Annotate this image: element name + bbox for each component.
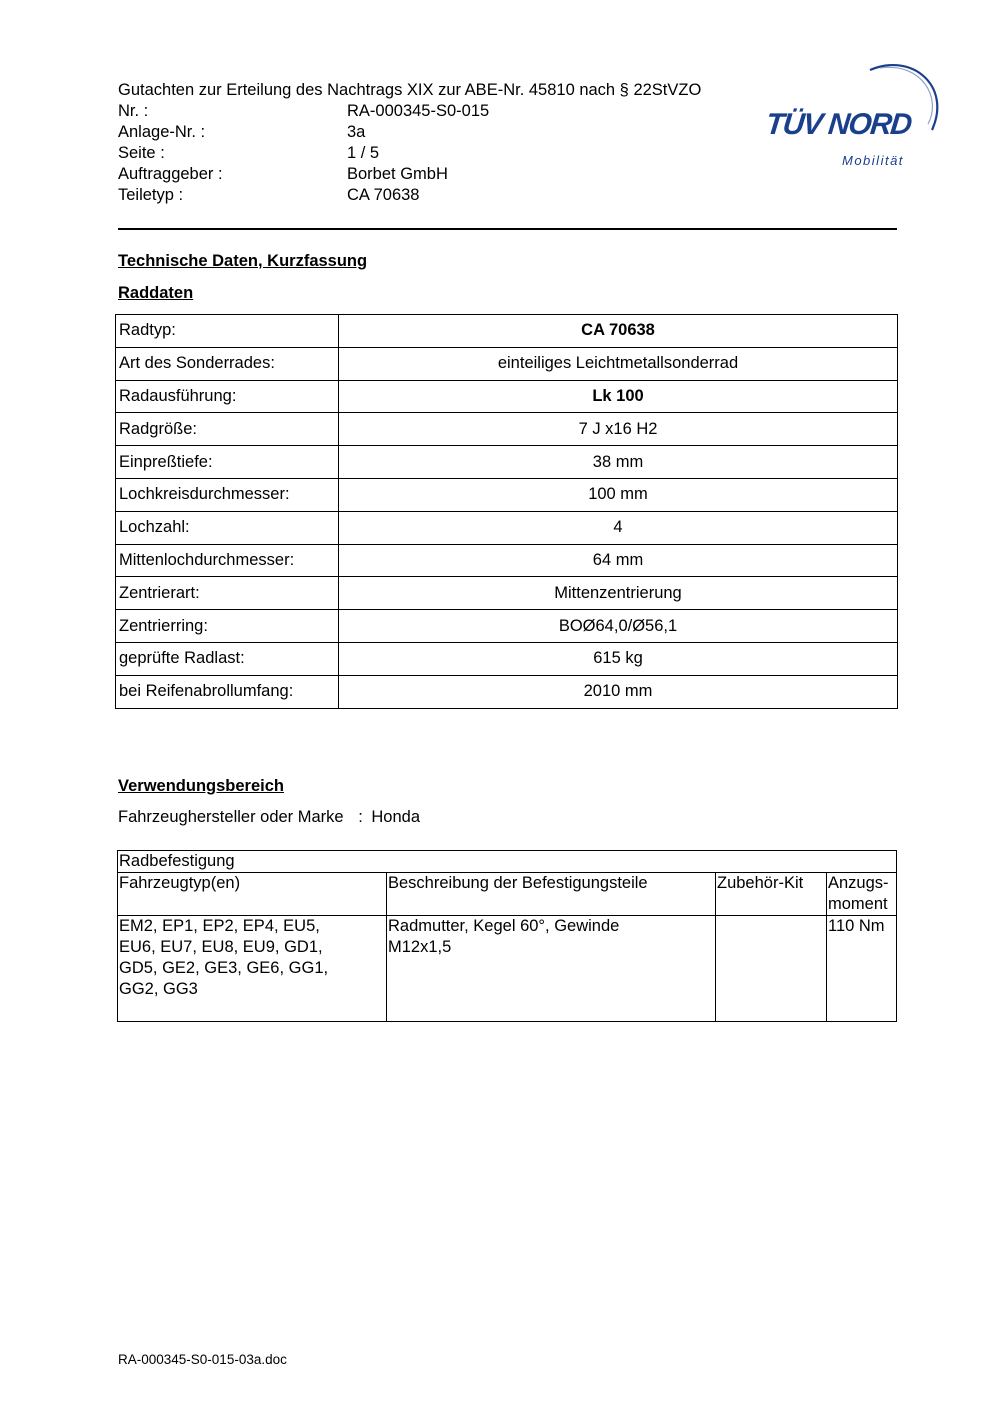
table-header-row <box>118 873 897 916</box>
header-value-anlage: 3a <box>347 123 366 141</box>
header-label-auftraggeber: Auftraggeber : <box>118 165 223 183</box>
row-label: Radgröße: <box>116 413 339 446</box>
cell-zubehoer-kit <box>716 916 827 1022</box>
header-zubehoer-kit: Zubehör-Kit <box>716 873 827 916</box>
row-label: Art des Sonderrades: <box>116 347 339 380</box>
table-row <box>116 675 898 708</box>
section-verwendung-title: Verwendungsbereich <box>118 777 284 795</box>
logo-brand-text: TÜV NORD <box>764 108 913 141</box>
header-value-nr: RA-000345-S0-015 <box>347 102 490 120</box>
cell-fahrzeugtypen: EM2, EP1, EP2, EP4, EU5, EU6, EU7, EU8, EU9, GD1, GD5, GE2, GE3, GE6, GG1, GG2, GG3 <box>118 916 387 1022</box>
row-value: 615 kg <box>339 642 898 675</box>
row-label: bei Reifenabrollumfang: <box>116 675 339 708</box>
header-label-seite: Seite : <box>118 144 165 162</box>
table-row <box>116 544 898 577</box>
table-row <box>116 610 898 643</box>
row-value: einteiliges Leichtmetallsonderrad <box>339 347 898 380</box>
document-title: Gutachten zur Erteilung des Nachtrags XIX zur ABE-Nr. 45810 nach § 22StVZO <box>118 81 702 99</box>
header-anzugsmoment <box>827 873 897 916</box>
row-label: geprüfte Radlast: <box>116 642 339 675</box>
header-divider <box>118 228 897 230</box>
row-value: 2010 mm <box>339 675 898 708</box>
row-value: CA 70638 <box>339 315 898 348</box>
row-value: 64 mm <box>339 544 898 577</box>
cell-beschreibung: Radmutter, Kegel 60°, Gewinde M12x1,5 <box>387 916 716 1022</box>
row-label: Radausführung: <box>116 380 339 413</box>
row-label: Zentrierring: <box>116 610 339 643</box>
tuv-nord-logo <box>762 58 942 173</box>
row-label: Mittenlochdurchmesser: <box>116 544 339 577</box>
table-row <box>116 577 898 610</box>
section-technical-title: Technische Daten, Kurzfassung <box>118 252 368 270</box>
fahrzeughersteller-label: Fahrzeughersteller oder Marke <box>118 808 344 826</box>
row-value: 100 mm <box>339 478 898 511</box>
row-value: Mittenzentrierung <box>339 577 898 610</box>
radbefestigung-table <box>117 850 897 1022</box>
fahrzeughersteller-separator: : <box>358 808 363 826</box>
table-row <box>116 347 898 380</box>
logo-sub-text: Mobilität <box>842 153 904 168</box>
row-label: Lochzahl: <box>116 511 339 544</box>
table-row <box>116 642 898 675</box>
header-value-seite: 1 / 5 <box>347 144 380 162</box>
fahrzeughersteller-line <box>118 808 420 827</box>
header-fahrzeugtyp: Fahrzeugtyp(en) <box>118 873 387 916</box>
header-value-teiletyp: CA 70638 <box>347 186 420 204</box>
table-title-row <box>118 851 897 873</box>
header-beschreibung: Beschreibung der Befestigungsteile <box>387 873 716 916</box>
row-value: BOØ64,0/Ø56,1 <box>339 610 898 643</box>
cell-anzugsmoment: 110 Nm <box>827 916 897 1022</box>
table-row <box>116 446 898 479</box>
row-label: Einpreßtiefe: <box>116 446 339 479</box>
row-value: 4 <box>339 511 898 544</box>
header-label-nr: Nr. : <box>118 102 149 120</box>
row-value: 38 mm <box>339 446 898 479</box>
header-label-anlage: Anlage-Nr. : <box>118 123 206 141</box>
table-row <box>116 413 898 446</box>
table-row <box>116 478 898 511</box>
row-label: Lochkreisdurchmesser: <box>116 478 339 511</box>
section-raddaten-title: Raddaten <box>118 284 194 302</box>
row-label: Radtyp: <box>116 315 339 348</box>
raddaten-table <box>115 314 898 709</box>
header-anzugsmoment-line2: moment <box>828 895 888 913</box>
fahrzeughersteller-value: Honda <box>371 808 421 826</box>
row-value: Lk 100 <box>339 380 898 413</box>
table-row <box>116 511 898 544</box>
table-row <box>118 916 897 1022</box>
footer-filename: RA-000345-S0-015-03a.doc <box>118 1352 287 1367</box>
table-row <box>116 315 898 348</box>
header-label-teiletyp: Teiletyp : <box>118 186 184 204</box>
table-row <box>116 380 898 413</box>
header-anzugsmoment-line1: Anzugs- <box>828 874 889 892</box>
row-label: Zentrierart: <box>116 577 339 610</box>
row-value: 7 J x16 H2 <box>339 413 898 446</box>
radbefestigung-title: Radbefestigung <box>118 851 897 873</box>
header-value-auftraggeber: Borbet GmbH <box>347 165 448 183</box>
